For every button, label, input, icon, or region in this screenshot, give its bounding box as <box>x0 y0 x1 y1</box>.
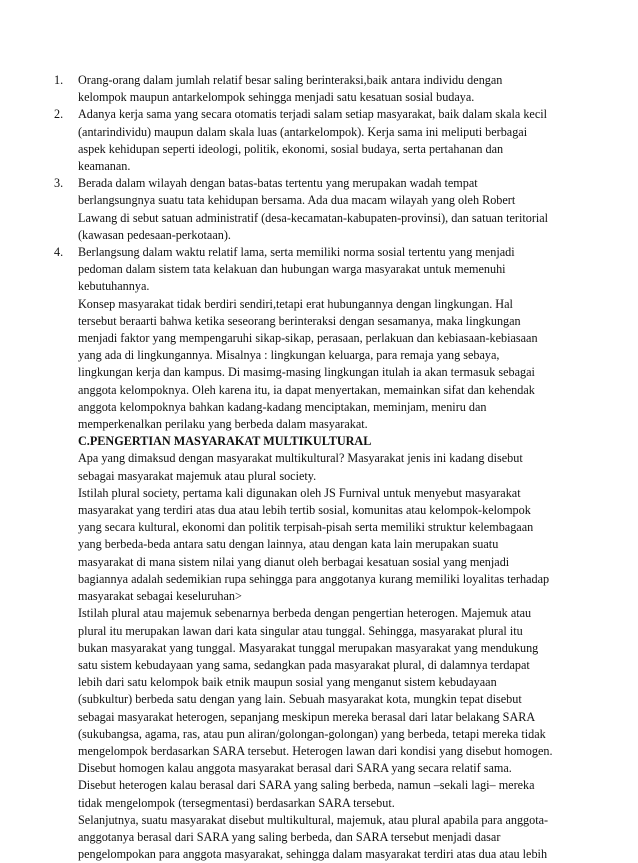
text-line: Orang-orang dalam jumlah relatif besar saling berinteraksi,baik antara individu dengan <box>78 73 503 87</box>
text-line: anggota kelompoknya. Oleh karena itu, ia dapat menyertakan, memainkan sifat dan kehendak <box>78 382 535 397</box>
text-line: satu sistem kebudayaan yang sama, sedangkan pada masyarakat plural, di dalamnya terdapat <box>78 657 530 672</box>
text-line: pedoman dalam sistem tata kelakuan dan hubungan warga masyarakat untuk memenuhi <box>78 262 506 277</box>
text-line: (antarindividu) maupun dalam skala luas (antarkelompok). Kerja sama ini meliputi berbagai <box>78 124 528 139</box>
text-line: Disebut homogen kalau anggota masyarakat berasal dari SARA yang secara relatif sama. <box>78 761 512 776</box>
text-line: (sukubangsa, agama, ras, atau pun aliran/golongan-golongan) yang berbeda, tetapi mereka tidak <box>78 726 546 741</box>
list-number: 3. <box>54 176 64 191</box>
list-item <box>54 72 614 106</box>
text-line: Lawang di sebut satuan administratif (desa-kecamatan-kabupaten-provinsi), dan satuan teritorial <box>78 210 549 225</box>
text-line: mengelompok berdasarkan SARA tersebut. Heterogen lawan dari kondisi yang disebut homogen. <box>78 743 553 758</box>
list-number: 4. <box>54 245 64 260</box>
text-line: anggota kelompoknya bahkan kadang-kadang menciptakan, meminjam, meniru dan <box>78 399 487 414</box>
section-heading-block <box>54 433 614 450</box>
text-line: Istilah plural society, pertama kali digunakan oleh JS Furnival untuk menyebut masyarakat <box>78 485 521 500</box>
text-line: anggotanya berasal dari SARA yang saling berbeda, dan SARA tersebut menjadi dasar <box>78 829 501 844</box>
text-line: yang ada di lingkungannya. Misalnya : lingkungan keluarga, para remaja yang sebaya, <box>78 348 500 363</box>
list-item <box>54 244 614 296</box>
text-line: masyarakat yang terdiri atas dua atau lebih tertib sosial, komunitas atau kelompok-kelompok <box>78 503 531 518</box>
text-line: sebagai masyarakat majemuk atau plural society. <box>78 468 317 483</box>
text-line: tidak mengelompok (tersegmentasi) berdasarkan SARA tersebut. <box>78 795 395 810</box>
text-line: Berada dalam wilayah dengan batas-batas tertentu yang merupakan wadah tempat <box>78 176 478 191</box>
text-line: yang berbeda-beda antara satu dengan lainnya, atau dengan kata lain merupakan suatu <box>78 537 499 552</box>
numbered-list <box>54 72 614 863</box>
text-line: memperkenalkan perilaku yang berbeda dalam masyarakat. <box>78 417 368 432</box>
text-line: (subkultur) berbeda satu dengan yang lain. Sebuah masyarakat kota, mungkin tepat disebut <box>78 692 522 707</box>
list-item <box>54 175 614 244</box>
text-line: plural itu merupakan lawan dari kata singular atau tunggal. Sehingga, masyarakat plural itu <box>78 623 523 638</box>
text-line: Konsep masyarakat tidak berdiri sendiri,tetapi erat hubungannya dengan lingkungan. Hal <box>78 296 513 311</box>
text-line: bukan masyarakat yang tunggal. Masyarakat tunggal merupakan masyarakat yang mendukung <box>78 640 539 655</box>
text-line: kebutuhannya. <box>78 279 150 294</box>
text-line: Disebut heterogen kalau berasal dari SARA yang saling berbeda, namun –sekali lagi– mereka <box>78 778 535 793</box>
text-line: kelompok maupun antarkelompok sehingga menjadi satu kesatuan sosial budaya. <box>78 90 475 105</box>
text-line: bagiannya adalah sedemikian rupa sehingga para anggotanya kurang memiliki loyalitas terhadap <box>78 571 550 586</box>
text-line: aspek kehidupan seperti ideologi, politik, ekonomi, sosial budaya, serta pertahanan dan <box>78 141 504 156</box>
text-line: lebih dari satu kelompok baik etnik maupun sosial yang menganut sistem kebudayaan <box>78 675 497 690</box>
text-line: (kawasan pedesaan-perkotaan). <box>78 227 231 242</box>
list-item <box>54 106 614 175</box>
list-number: 1. <box>54 73 64 87</box>
text-line: tersebut beraarti bahwa ketika seseorang berinteraksi dengan sesamanya, maka lingkungan <box>78 313 521 328</box>
text-line: Selanjutnya, suatu masyarakat disebut multikultural, majemuk, atau plural apabila para anggota- <box>78 812 549 827</box>
text-line: pengelompokan para anggota masyarakat, sehingga dalam masyarakat terdiri atas dua atau lebih <box>78 847 548 862</box>
text-line: Apa yang dimaksud dengan masyarakat multikultural? Masyarakat jenis ini kadang disebut <box>78 451 523 466</box>
text-line: keamanan. <box>78 159 131 174</box>
text-line: yang secara kultural, ekonomi dan politik terpisah-pisah serta memiliki struktur kelembagaan <box>78 520 534 535</box>
text-line: Adanya kerja sama yang secara otomatis terjadi salam setiap masyarakat, baik dalam skala kecil <box>78 107 548 122</box>
text-line: sebagai masyarakat heterogen, sepanjang meskipun mereka berasal dari latar belakang SARA <box>78 709 536 724</box>
text-line: Istilah plural atau majemuk sebenarnya berbeda dengan pengertian heterogen. Majemuk atau <box>78 606 532 621</box>
text-line: masyarakat sebagai keseluruhan> <box>78 589 242 604</box>
text-line: menjadi faktor yang mempengaruhi sikap-sikap, perasaan, perlakuan dan kebiasaan-kebiasaan <box>78 331 538 346</box>
list-number: 2. <box>54 107 64 122</box>
paragraph-konsep <box>54 296 614 434</box>
paragraph-main <box>54 450 614 863</box>
text-line: lingkungan kerja dan kampus. Di masimg-masing lingkungan itulah ia akan termasuk sebagai <box>78 365 535 380</box>
section-heading: C.PENGERTIAN MASYARAKAT MULTIKULTURAL <box>78 434 372 449</box>
text-line: masyarakat di mana sistem nilai yang dianut oleh berbagai kesatuan sosial yang menjadi <box>78 554 510 569</box>
text-line: Berlangsung dalam waktu relatif lama, serta memiliki norma sosial tertentu yang menjadi <box>78 245 515 260</box>
text-line: berlangsungnya suatu tata kehidupan bersama. Ada dua macam wilayah yang oleh Robert <box>78 193 516 208</box>
